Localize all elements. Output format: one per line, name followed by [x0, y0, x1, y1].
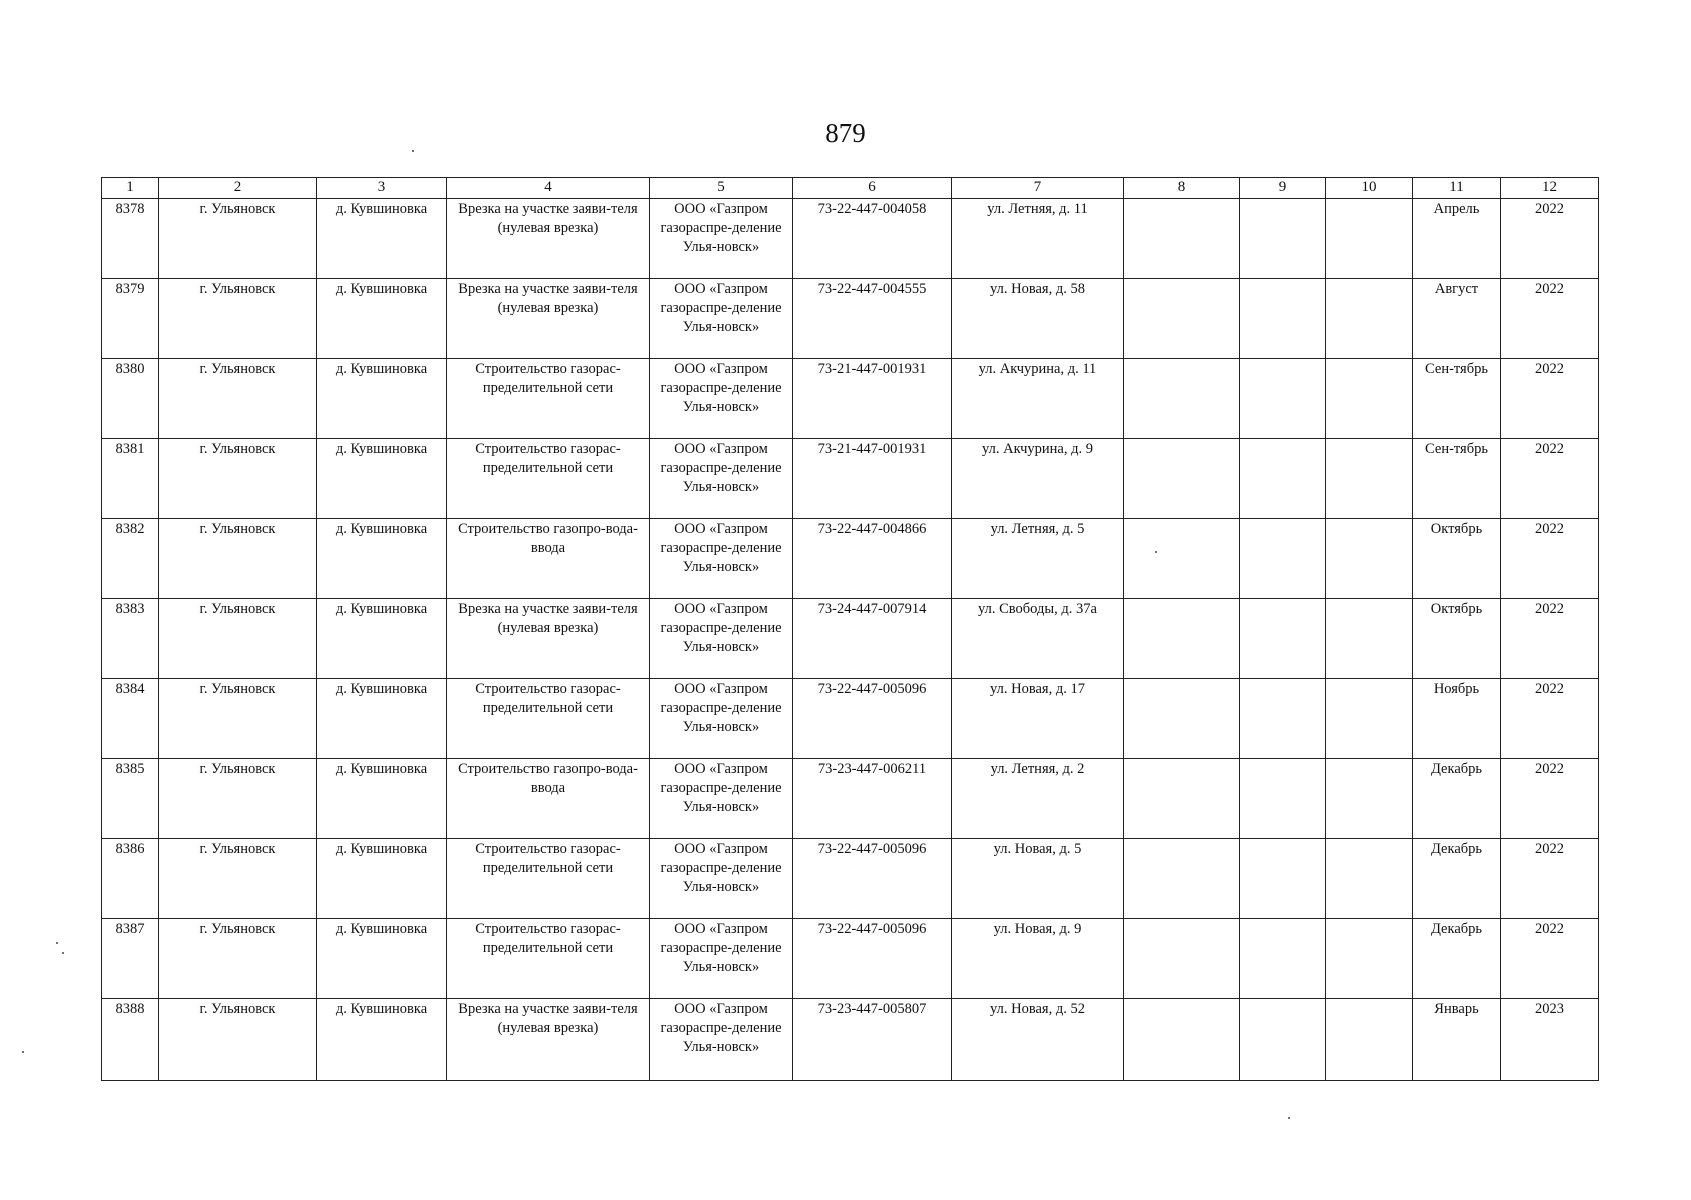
cell-col-8 — [1124, 279, 1240, 359]
cell-year: 2022 — [1501, 679, 1599, 759]
cell-row-number: 8387 — [102, 919, 159, 999]
cell-organization: ООО «Газпром газораспре-деление Улья-новск» — [650, 759, 793, 839]
cell-row-number: 8383 — [102, 599, 159, 679]
cell-city: г. Ульяновск — [159, 519, 317, 599]
cell-cadastral-code: 73-24-447-007914 — [793, 599, 952, 679]
column-header-10: 10 — [1326, 178, 1413, 199]
cell-city: г. Ульяновск — [159, 599, 317, 679]
cell-year: 2023 — [1501, 999, 1599, 1081]
cell-col-10 — [1326, 279, 1413, 359]
cell-organization: ООО «Газпром газораспре-деление Улья-новск» — [650, 599, 793, 679]
cell-address: ул. Акчурина, д. 11 — [952, 359, 1124, 439]
cell-col-10 — [1326, 439, 1413, 519]
cell-month: Апрель — [1413, 199, 1501, 279]
scan-speck — [1155, 551, 1157, 553]
cell-cadastral-code: 73-22-447-005096 — [793, 839, 952, 919]
cell-organization: ООО «Газпром газораспре-деление Улья-новск» — [650, 279, 793, 359]
cell-col-9 — [1240, 519, 1326, 599]
cell-work-type: Врезка на участке заяви-теля (нулевая врезка) — [447, 279, 650, 359]
cell-city: г. Ульяновск — [159, 839, 317, 919]
cell-col-9 — [1240, 839, 1326, 919]
cell-work-type: Врезка на участке заяви-теля (нулевая врезка) — [447, 199, 650, 279]
cell-col-9 — [1240, 999, 1326, 1081]
cell-col-9 — [1240, 679, 1326, 759]
cell-col-10 — [1326, 919, 1413, 999]
cell-row-number: 8381 — [102, 439, 159, 519]
cell-col-8 — [1124, 519, 1240, 599]
cell-month: Декабрь — [1413, 839, 1501, 919]
column-header-11: 11 — [1413, 178, 1501, 199]
cell-work-type: Строительство газорас-пределительной сети — [447, 839, 650, 919]
cell-col-9 — [1240, 759, 1326, 839]
table-row — [102, 919, 1599, 999]
cell-month: Сен-тябрь — [1413, 439, 1501, 519]
cell-work-type: Строительство газопро-вода-ввода — [447, 759, 650, 839]
cell-organization: ООО «Газпром газораспре-деление Улья-новск» — [650, 439, 793, 519]
cell-col-8 — [1124, 839, 1240, 919]
cell-address: ул. Акчурина, д. 9 — [952, 439, 1124, 519]
scan-speck — [1288, 1117, 1290, 1119]
table-row — [102, 199, 1599, 279]
cell-address: ул. Летняя, д. 5 — [952, 519, 1124, 599]
cell-month: Август — [1413, 279, 1501, 359]
cell-work-type: Строительство газорас-пределительной сети — [447, 919, 650, 999]
column-header-2: 2 — [159, 178, 317, 199]
cell-cadastral-code: 73-23-447-006211 — [793, 759, 952, 839]
cell-col-9 — [1240, 439, 1326, 519]
cell-organization: ООО «Газпром газораспре-деление Улья-новск» — [650, 359, 793, 439]
cell-address: ул. Летняя, д. 11 — [952, 199, 1124, 279]
cell-settlement: д. Кувшиновка — [317, 679, 447, 759]
column-header-5: 5 — [650, 178, 793, 199]
cell-year: 2022 — [1501, 199, 1599, 279]
cell-city: г. Ульяновск — [159, 199, 317, 279]
cell-row-number: 8386 — [102, 839, 159, 919]
cell-year: 2022 — [1501, 599, 1599, 679]
cell-col-8 — [1124, 359, 1240, 439]
cell-settlement: д. Кувшиновка — [317, 279, 447, 359]
registry-table — [101, 177, 1599, 1081]
cell-work-type: Строительство газопро-вода-ввода — [447, 519, 650, 599]
cell-organization: ООО «Газпром газораспре-деление Улья-новск» — [650, 839, 793, 919]
cell-cadastral-code: 73-22-447-004058 — [793, 199, 952, 279]
cell-organization: ООО «Газпром газораспре-деление Улья-новск» — [650, 999, 793, 1081]
cell-row-number: 8382 — [102, 519, 159, 599]
table-row — [102, 359, 1599, 439]
cell-row-number: 8378 — [102, 199, 159, 279]
cell-col-10 — [1326, 199, 1413, 279]
cell-row-number: 8384 — [102, 679, 159, 759]
column-header-3: 3 — [317, 178, 447, 199]
cell-cadastral-code: 73-23-447-005807 — [793, 999, 952, 1081]
column-header-1: 1 — [102, 178, 159, 199]
scan-speck — [22, 1051, 24, 1053]
cell-cadastral-code: 73-21-447-001931 — [793, 359, 952, 439]
table-body — [102, 199, 1599, 1081]
cell-settlement: д. Кувшиновка — [317, 839, 447, 919]
scan-speck — [56, 942, 58, 944]
cell-settlement: д. Кувшиновка — [317, 519, 447, 599]
table-row — [102, 439, 1599, 519]
cell-col-8 — [1124, 759, 1240, 839]
cell-city: г. Ульяновск — [159, 999, 317, 1081]
cell-col-9 — [1240, 919, 1326, 999]
cell-work-type: Врезка на участке заяви-теля (нулевая врезка) — [447, 999, 650, 1081]
column-header-9: 9 — [1240, 178, 1326, 199]
cell-col-10 — [1326, 759, 1413, 839]
cell-year: 2022 — [1501, 759, 1599, 839]
table-row — [102, 279, 1599, 359]
cell-cadastral-code: 73-21-447-001931 — [793, 439, 952, 519]
cell-address: ул. Свободы, д. 37а — [952, 599, 1124, 679]
cell-work-type: Строительство газорас-пределительной сети — [447, 679, 650, 759]
cell-year: 2022 — [1501, 279, 1599, 359]
cell-col-9 — [1240, 599, 1326, 679]
cell-col-8 — [1124, 679, 1240, 759]
cell-address: ул. Новая, д. 5 — [952, 839, 1124, 919]
cell-cadastral-code: 73-22-447-004555 — [793, 279, 952, 359]
column-header-12: 12 — [1501, 178, 1599, 199]
cell-row-number: 8385 — [102, 759, 159, 839]
cell-col-10 — [1326, 679, 1413, 759]
cell-year: 2022 — [1501, 519, 1599, 599]
cell-organization: ООО «Газпром газораспре-деление Улья-новск» — [650, 919, 793, 999]
column-header-7: 7 — [952, 178, 1124, 199]
cell-address: ул. Новая, д. 17 — [952, 679, 1124, 759]
cell-month: Октябрь — [1413, 519, 1501, 599]
cell-settlement: д. Кувшиновка — [317, 599, 447, 679]
cell-settlement: д. Кувшиновка — [317, 439, 447, 519]
cell-col-8 — [1124, 919, 1240, 999]
header-row — [102, 178, 1599, 199]
cell-row-number: 8380 — [102, 359, 159, 439]
table-row — [102, 599, 1599, 679]
cell-settlement: д. Кувшиновка — [317, 199, 447, 279]
cell-month: Декабрь — [1413, 759, 1501, 839]
cell-col-10 — [1326, 519, 1413, 599]
cell-col-8 — [1124, 999, 1240, 1081]
cell-work-type: Строительство газорас-пределительной сети — [447, 359, 650, 439]
cell-month: Октябрь — [1413, 599, 1501, 679]
cell-row-number: 8379 — [102, 279, 159, 359]
table-row — [102, 759, 1599, 839]
cell-city: г. Ульяновск — [159, 359, 317, 439]
scan-speck — [412, 150, 414, 152]
cell-month: Январь — [1413, 999, 1501, 1081]
cell-address: ул. Новая, д. 9 — [952, 919, 1124, 999]
table-header — [102, 178, 1599, 199]
column-header-6: 6 — [793, 178, 952, 199]
cell-settlement: д. Кувшиновка — [317, 919, 447, 999]
cell-col-9 — [1240, 359, 1326, 439]
cell-col-8 — [1124, 199, 1240, 279]
scan-speck — [62, 952, 64, 954]
cell-cadastral-code: 73-22-447-004866 — [793, 519, 952, 599]
cell-address: ул. Летняя, д. 2 — [952, 759, 1124, 839]
cell-col-10 — [1326, 359, 1413, 439]
cell-address: ул. Новая, д. 52 — [952, 999, 1124, 1081]
cell-organization: ООО «Газпром газораспре-деление Улья-новск» — [650, 679, 793, 759]
cell-col-10 — [1326, 599, 1413, 679]
cell-work-type: Врезка на участке заяви-теля (нулевая врезка) — [447, 599, 650, 679]
table-row — [102, 999, 1599, 1081]
cell-cadastral-code: 73-22-447-005096 — [793, 919, 952, 999]
cell-year: 2022 — [1501, 439, 1599, 519]
cell-year: 2022 — [1501, 359, 1599, 439]
cell-col-10 — [1326, 839, 1413, 919]
cell-city: г. Ульяновск — [159, 439, 317, 519]
table-row — [102, 679, 1599, 759]
cell-settlement: д. Кувшиновка — [317, 759, 447, 839]
cell-city: г. Ульяновск — [159, 919, 317, 999]
column-header-4: 4 — [447, 178, 650, 199]
cell-year: 2022 — [1501, 919, 1599, 999]
cell-city: г. Ульяновск — [159, 679, 317, 759]
cell-month: Сен-тябрь — [1413, 359, 1501, 439]
cell-col-10 — [1326, 999, 1413, 1081]
cell-city: г. Ульяновск — [159, 279, 317, 359]
page-number: 879 — [825, 118, 866, 148]
cell-month: Ноябрь — [1413, 679, 1501, 759]
cell-city: г. Ульяновск — [159, 759, 317, 839]
cell-year: 2022 — [1501, 839, 1599, 919]
cell-col-8 — [1124, 439, 1240, 519]
cell-col-9 — [1240, 199, 1326, 279]
cell-cadastral-code: 73-22-447-005096 — [793, 679, 952, 759]
table-row — [102, 519, 1599, 599]
cell-address: ул. Новая, д. 58 — [952, 279, 1124, 359]
cell-month: Декабрь — [1413, 919, 1501, 999]
cell-row-number: 8388 — [102, 999, 159, 1081]
column-header-8: 8 — [1124, 178, 1240, 199]
cell-col-8 — [1124, 599, 1240, 679]
cell-settlement: д. Кувшиновка — [317, 359, 447, 439]
table-row — [102, 839, 1599, 919]
cell-col-9 — [1240, 279, 1326, 359]
cell-organization: ООО «Газпром газораспре-деление Улья-новск» — [650, 199, 793, 279]
cell-work-type: Строительство газорас-пределительной сети — [447, 439, 650, 519]
cell-organization: ООО «Газпром газораспре-деление Улья-новск» — [650, 519, 793, 599]
cell-settlement: д. Кувшиновка — [317, 999, 447, 1081]
